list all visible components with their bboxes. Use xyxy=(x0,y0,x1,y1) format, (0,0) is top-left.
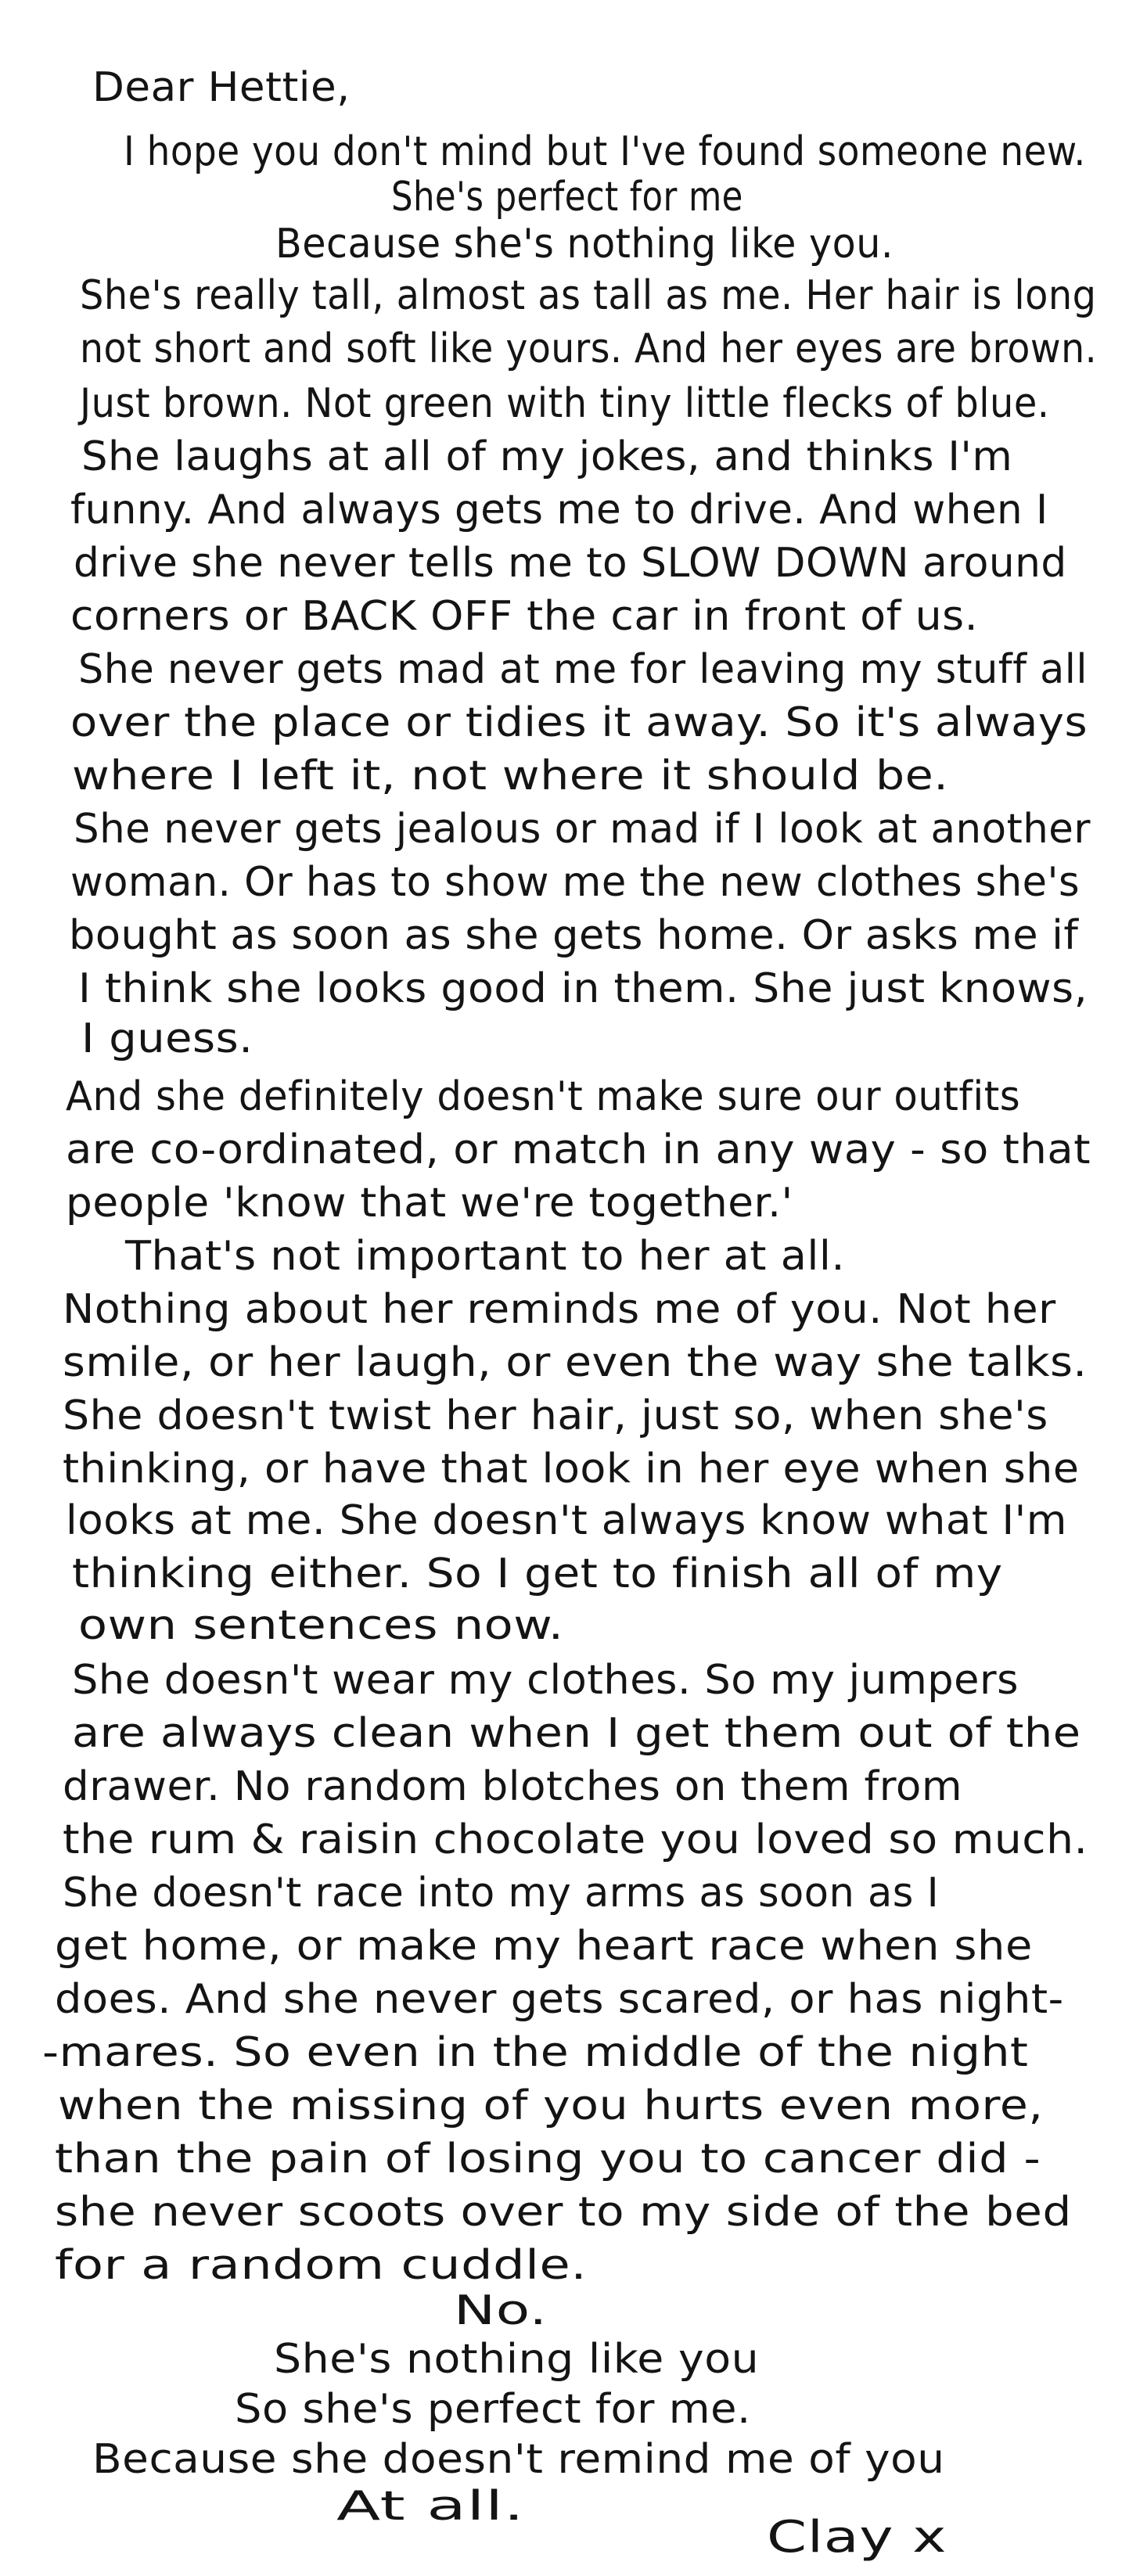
letter-line: bought as soon as she gets home. Or asks me if xyxy=(69,912,1079,959)
letter-line: woman. Or has to show me the new clothes she's xyxy=(70,859,1080,906)
letter-line: looks at me. She doesn't always know what I'm xyxy=(66,1497,1067,1544)
letter-line: I hope you don't mind but I've found someone new. xyxy=(124,128,1086,175)
letter-line: She's really tall, almost as tall as me. Her hair is long xyxy=(80,272,1097,319)
letter-line: get home, or make my heart race when she xyxy=(55,1923,1033,1970)
letter-line: At all. xyxy=(336,2483,525,2530)
letter-line: where I left it, not where it should be. xyxy=(72,753,949,799)
letter-line: Because she's nothing like you. xyxy=(275,221,894,268)
letter-line: than the pain of losing you to cancer did - xyxy=(55,2136,1041,2183)
letter-line: I guess. xyxy=(81,1015,253,1062)
letter-line: own sentences now. xyxy=(78,1602,564,1649)
letter-line: And she definitely doesn't make sure our outfits xyxy=(66,1073,1021,1120)
letter-line: She never gets jealous or mad if I look at another xyxy=(74,806,1091,853)
letter-line: the rum & raisin chocolate you loved so much. xyxy=(63,1816,1088,1863)
letter-line: So she's perfect for me. xyxy=(235,2386,751,2433)
letter-line: That's not important to her at all. xyxy=(125,1233,846,1280)
letter-line: corners or BACK OFF the car in front of us. xyxy=(70,593,979,640)
letter-line: -mares. So even in the middle of the night xyxy=(42,2029,1029,2076)
letter-line: She's perfect for me xyxy=(391,174,743,221)
letter-line: She laughs at all of my jokes, and thinks I'm xyxy=(81,433,1013,480)
letter-line: She doesn't twist her hair, just so, when she's xyxy=(63,1392,1048,1439)
letter-line: funny. And always gets me to drive. And when I xyxy=(70,487,1048,534)
letter-line: She doesn't race into my arms as soon as I xyxy=(63,1870,940,1917)
letter-line: for a random cuddle. xyxy=(55,2242,588,2289)
letter-line: does. And she never gets scared, or has night- xyxy=(55,1976,1064,2023)
letter-line: Just brown. Not green with tiny little flecks of blue. xyxy=(80,380,1050,427)
letter-line: I think she looks good in them. She just knows, xyxy=(78,965,1088,1012)
letter-line: drive she never tells me to SLOW DOWN around xyxy=(74,540,1067,587)
letter-line: She's nothing like you xyxy=(274,2336,760,2383)
letter-line: She never gets mad at me for leaving my stuff all xyxy=(78,646,1088,693)
letter-line: She doesn't wear my clothes. So my jumpers xyxy=(72,1657,1019,1704)
letter-line: drawer. No random blotches on them from xyxy=(63,1763,963,1810)
letter-line: she never scoots over to my side of the bed xyxy=(55,2189,1072,2236)
letter-line: Because she doesn't remind me of you xyxy=(92,2436,945,2483)
letter-line: smile, or her laugh, or even the way she talks. xyxy=(63,1339,1088,1386)
letter-line: are always clean when I get them out of the xyxy=(72,1710,1081,1757)
letter-line: over the place or tidies it away. So it's always xyxy=(70,699,1088,746)
letter-line: not short and soft like yours. And her eyes are brown. xyxy=(80,325,1098,372)
letter-line: when the missing of you hurts even more, xyxy=(58,2082,1044,2129)
letter-line: thinking, or have that look in her eye when she xyxy=(63,1446,1080,1493)
letter-line: No. xyxy=(454,2287,548,2334)
letter-line: people 'know that we're together.' xyxy=(66,1180,793,1227)
salutation: Dear Hettie, xyxy=(92,64,351,111)
signature: Clay x xyxy=(767,2512,947,2563)
letter-line: thinking either. So I get to finish all of my xyxy=(72,1550,1003,1597)
letter-line: are co-ordinated, or match in any way - so that xyxy=(66,1126,1091,1173)
letter-line: Nothing about her reminds me of you. Not her xyxy=(63,1286,1056,1333)
